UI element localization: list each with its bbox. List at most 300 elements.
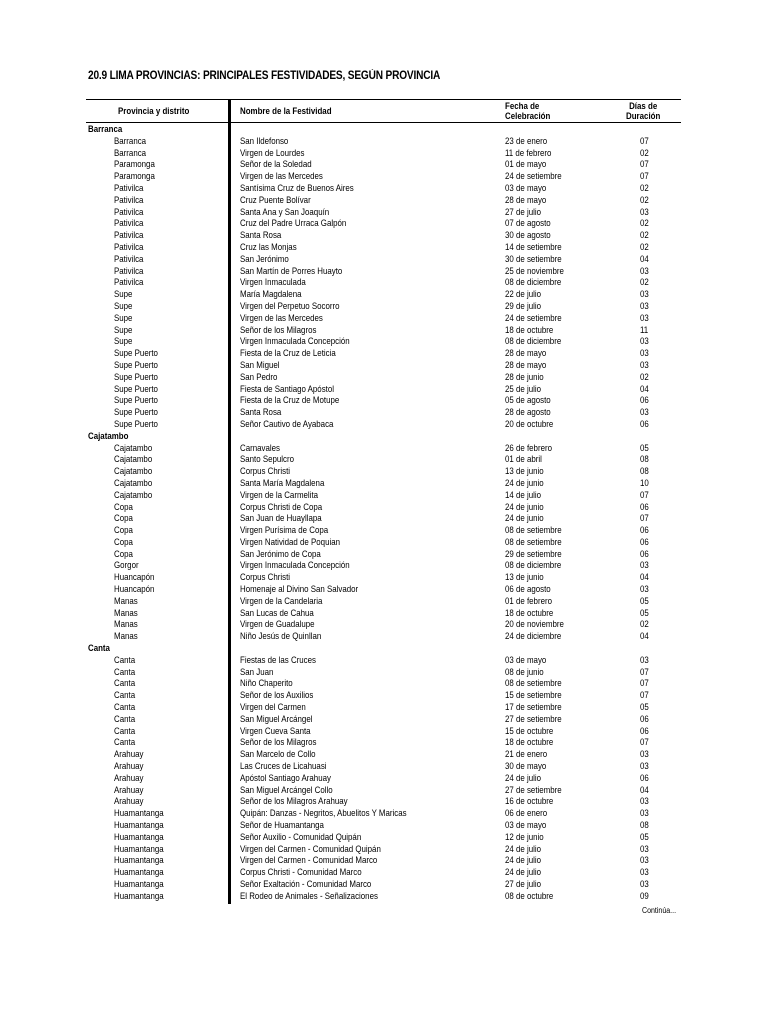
cell-distrito: Huamantanga [114,867,164,878]
cell-distrito: Huamantanga [114,855,164,866]
cell-dias: 05 [640,831,649,842]
cell-fecha: 15 de setiembre [505,690,562,701]
cell-distrito: Supe [114,324,133,335]
cell-dias: 07 [640,513,649,524]
cell-fecha: 18 de octubre [505,607,554,618]
table-row [0,171,768,183]
cell-distrito: Paramonga [114,159,155,170]
cell-distrito: Pativilca [114,230,144,241]
cell-fecha: 24 de julio [505,867,542,878]
table-row [0,596,768,608]
cell-distrito: Huamantanga [114,808,164,819]
cell-dias: 06 [640,501,649,512]
cell-dias: 05 [640,442,649,453]
cell-fecha: 16 de octubre [505,796,554,807]
cell-festividad: Santa María Magdalena [240,477,325,488]
cell-fecha: 28 de mayo [505,194,547,205]
cell-dias: 07 [640,489,649,500]
cell-dias: 03 [640,796,649,807]
cell-dias: 02 [640,277,649,288]
cell-festividad: Señor Auxilio - Comunidad Quipán [240,831,362,842]
table-row [0,891,768,903]
cell-dias: 02 [640,147,649,158]
table-row [0,242,768,254]
cell-fecha: 29 de julio [505,300,542,311]
cell-dias: 03 [640,359,649,370]
cell-dias: 04 [640,572,649,583]
cell-fecha: 26 de febrero [505,442,553,453]
group-name: Barranca [88,124,123,134]
cell-festividad: San Juan [240,666,274,677]
cell-distrito: Cajatambo [114,442,153,453]
table-row [0,266,768,278]
table-row [0,407,768,419]
cell-fecha: 30 de mayo [505,761,547,772]
cell-festividad: Virgen Inmaculada [240,277,306,288]
cell-distrito: Huamantanga [114,843,164,854]
cell-distrito: Copa [114,536,133,547]
cell-distrito: Supe [114,336,133,347]
cell-dias: 07 [640,666,649,677]
cell-festividad: Niño Jesús de Quinllan [240,631,322,642]
group-row [0,431,768,443]
cell-distrito: Arahuay [114,784,144,795]
cell-dias: 02 [640,230,649,241]
table-row [0,855,768,867]
cell-dias: 07 [640,159,649,170]
cell-distrito: Pativilca [114,194,144,205]
cell-distrito: Paramonga [114,171,155,182]
table-row [0,749,768,761]
cell-festividad: San Miguel Arcángel [240,713,313,724]
cell-festividad: Santa Rosa [240,230,282,241]
table-row [0,796,768,808]
cell-dias: 03 [640,336,649,347]
header-fecha-line2: Celebración [505,111,551,121]
cell-distrito: Huamantanga [114,820,164,831]
cell-dias: 06 [640,713,649,724]
cell-dias: 05 [640,595,649,606]
table-row [0,655,768,667]
cell-fecha: 13 de junio [505,572,544,583]
table-row [0,560,768,572]
cell-dias: 03 [640,749,649,760]
table-row [0,478,768,490]
cell-fecha: 03 de mayo [505,182,547,193]
cell-festividad: Homenaje al Divino San Salvador [240,584,359,595]
cell-distrito: Pativilca [114,277,144,288]
table-row [0,230,768,242]
header-top-rule [86,99,681,100]
cell-distrito: Manas [114,619,138,630]
cell-fecha: 28 de mayo [505,359,547,370]
table-row [0,808,768,820]
cell-dias: 03 [640,843,649,854]
cell-dias: 03 [640,265,649,276]
cell-festividad: Virgen de Guadalupe [240,619,315,630]
table-row [0,360,768,372]
cell-distrito: Copa [114,525,133,536]
table-row [0,844,768,856]
cell-dias: 02 [640,241,649,252]
table-row [0,820,768,832]
cell-festividad: Virgen de las Mercedes [240,171,323,182]
cell-fecha: 24 de setiembre [505,312,562,323]
cell-festividad: Virgen del Carmen [240,702,306,713]
header-festividad: Nombre de la Festividad [240,106,332,116]
table-row [0,384,768,396]
cell-fecha: 24 de junio [505,477,544,488]
cell-dias: 04 [640,383,649,394]
cell-dias: 03 [640,348,649,359]
cell-fecha: 29 de setiembre [505,548,562,559]
cell-festividad: Corpus Christi de Copa [240,501,323,512]
cell-dias: 03 [640,855,649,866]
cell-dias: 05 [640,607,649,618]
cell-distrito: Copa [114,513,133,524]
cell-dias: 02 [640,218,649,229]
cell-fecha: 14 de julio [505,489,542,500]
continued-note: Continúa... [642,906,677,915]
cell-fecha: 11 de febrero [505,147,552,158]
cell-festividad: Apóstol Santiago Arahuay [240,772,331,783]
cell-festividad: Cruz Puente Bolívar [240,194,311,205]
cell-fecha: 25 de noviembre [505,265,564,276]
group-row [0,124,768,136]
table-row [0,195,768,207]
cell-fecha: 14 de setiembre [505,241,562,252]
cell-festividad: Corpus Christi [240,572,291,583]
cell-fecha: 08 de diciembre [505,336,562,347]
cell-festividad: Señor de los Milagros Arahuay [240,796,348,807]
page-title: 20.9 LIMA PROVINCIAS: PRINCIPALES FESTIVIDADES, SEGÚN PROVINCIA [88,70,441,82]
cell-distrito: Barranca [114,147,147,158]
cell-distrito: Cajatambo [114,477,153,488]
cell-distrito: Canta [114,702,136,713]
group-name: Canta [88,643,110,654]
table-row [0,136,768,148]
cell-dias: 06 [640,418,649,429]
cell-dias: 07 [640,135,649,146]
cell-fecha: 08 de setiembre [505,525,562,536]
table-row [0,832,768,844]
cell-distrito: Pativilca [114,218,144,229]
cell-dias: 05 [640,702,649,713]
header-fecha [505,101,550,121]
cell-fecha: 24 de junio [505,513,544,524]
cell-dias: 11 [640,324,649,335]
cell-fecha: 24 de junio [505,501,544,512]
cell-fecha: 15 de octubre [505,725,554,736]
cell-dias: 07 [640,737,649,748]
cell-dias: 03 [640,654,649,665]
cell-distrito: Supe Puerto [114,348,158,359]
cell-festividad: San Jerónimo [240,253,289,264]
table-row [0,678,768,690]
cell-fecha: 24 de setiembre [505,171,562,182]
table-row [0,301,768,313]
cell-fecha: 24 de julio [505,772,542,783]
cell-distrito: Arahuay [114,772,144,783]
cell-fecha: 27 de setiembre [505,713,562,724]
cell-distrito: Manas [114,607,138,618]
cell-festividad: María Magdalena [240,289,302,300]
table-row [0,737,768,749]
cell-fecha: 24 de julio [505,855,542,866]
cell-fecha: 27 de setiembre [505,784,562,795]
cell-fecha: 01 de febrero [505,595,553,606]
cell-distrito: Manas [114,595,138,606]
header-bottom-rule [86,122,681,123]
cell-festividad: Virgen de las Mercedes [240,312,323,323]
cell-dias: 03 [640,584,649,595]
cell-distrito: Huamantanga [114,879,164,889]
table-row [0,348,768,360]
cell-fecha: 24 de julio [505,843,542,854]
table-row [0,466,768,478]
cell-festividad: San Miguel Arcángel Collo [240,784,333,795]
cell-festividad: Virgen Purísima de Copa [240,525,329,536]
table-row [0,513,768,525]
header-dias-line1: Días de [629,101,658,111]
table-row [0,183,768,195]
table-row [0,336,768,348]
table-row [0,761,768,773]
cell-dias: 02 [640,182,649,193]
cell-festividad: Santa Rosa [240,407,282,418]
cell-fecha: 24 de diciembre [505,631,562,642]
cell-fecha: 01 de mayo [505,159,547,170]
table-row [0,549,768,561]
cell-festividad: Señor Cautivo de Ayabaca [240,418,334,429]
cell-dias: 03 [640,312,649,323]
cell-festividad: San Marcelo de Collo [240,749,316,760]
cell-festividad: Virgen Natividad de Poquian [240,536,341,547]
cell-dias: 07 [640,678,649,689]
table-row [0,443,768,455]
cell-fecha: 18 de octubre [505,737,554,748]
cell-festividad: San Martín de Porres Huayto [240,265,343,276]
cell-fecha: 20 de octubre [505,418,554,429]
cell-festividad: Cruz las Monjas [240,241,297,252]
table-row [0,726,768,738]
cell-dias: 03 [640,808,649,819]
table-row [0,667,768,679]
cell-festividad: San Jerónimo de Copa [240,548,321,559]
table-row [0,572,768,584]
cell-festividad: Fiestas de las Cruces [240,654,316,665]
table-row [0,148,768,160]
cell-fecha: 13 de junio [505,466,544,477]
cell-distrito: Cajatambo [114,454,153,465]
cell-distrito: Canta [114,725,136,736]
cell-festividad: Santa Ana y San Joaquín [240,206,330,217]
header-dias-line2: Duración [626,111,661,121]
cell-distrito: Copa [114,548,133,559]
cell-dias: 03 [640,879,649,889]
table-row [0,325,768,337]
cell-fecha: 25 de julio [505,383,542,394]
cell-festividad: El Rodeo de Animales - Señalizaciones [240,890,378,901]
cell-fecha: 23 de enero [505,135,548,146]
cell-dias: 06 [640,395,649,406]
cell-fecha: 28 de mayo [505,348,547,359]
table-row [0,714,768,726]
cell-distrito: Pativilca [114,265,144,276]
cell-distrito: Supe [114,312,133,323]
table-row [0,454,768,466]
cell-distrito: Pativilca [114,241,144,252]
cell-fecha: 08 de diciembre [505,560,562,571]
cell-festividad: Niño Chaperito [240,678,293,689]
cell-festividad: Santísima Cruz de Buenos Aires [240,182,354,193]
cell-festividad: Fiesta de la Cruz de Motupe [240,395,340,406]
cell-dias: 03 [640,867,649,878]
cell-dias: 10 [640,477,649,488]
cell-dias: 08 [640,820,649,831]
cell-dias: 06 [640,772,649,783]
cell-distrito: Supe Puerto [114,418,158,429]
cell-festividad: Santo Sepulcro [240,454,295,465]
cell-festividad: Virgen del Perpetuo Socorro [240,300,340,311]
table-row [0,537,768,549]
cell-distrito: Huamantanga [114,831,164,842]
header-fecha-line1: Fecha de [505,101,540,111]
cell-festividad: Señor de los Milagros [240,737,317,748]
cell-dias: 04 [640,631,649,642]
table-row [0,313,768,325]
table-row [0,395,768,407]
cell-dias: 04 [640,784,649,795]
cell-fecha: 06 de enero [505,808,548,819]
group-name: Cajatambo [88,430,129,441]
cell-fecha: 05 de agosto [505,395,551,406]
cell-fecha: 28 de agosto [505,407,551,418]
table-row [0,254,768,266]
table-row [0,372,768,384]
cell-fecha: 30 de setiembre [505,253,562,264]
header-provincia: Provincia y distrito [118,106,190,116]
table-row [0,218,768,230]
table-row [0,525,768,537]
table-row [0,879,768,891]
table-row [0,502,768,514]
cell-festividad: Señor de los Milagros [240,324,317,335]
cell-festividad: San Ildefonso [240,135,289,146]
cell-dias: 02 [640,371,649,382]
cell-distrito: Canta [114,737,136,748]
cell-fecha: 21 de enero [505,749,548,760]
cell-dias: 03 [640,300,649,311]
cell-distrito: Manas [114,631,138,642]
cell-festividad: Virgen de la Candelaria [240,595,323,606]
cell-fecha: 08 de setiembre [505,678,562,689]
table-row [0,289,768,301]
cell-distrito: Canta [114,690,136,701]
table-row [0,785,768,797]
cell-dias: 08 [640,466,649,477]
cell-fecha: 08 de diciembre [505,277,562,288]
table-row [0,207,768,219]
cell-dias: 03 [640,206,649,217]
cell-distrito: Canta [114,713,136,724]
table-row [0,702,768,714]
table-row [0,584,768,596]
cell-distrito: Canta [114,678,136,689]
cell-festividad: San Lucas de Cahua [240,607,314,618]
cell-festividad: San Juan de Huayllapa [240,513,322,524]
cell-festividad: Señor de Huamantanga [240,820,324,831]
cell-fecha: 27 de julio [505,879,542,889]
cell-fecha: 08 de junio [505,666,544,677]
table-row [0,608,768,620]
cell-fecha: 12 de junio [505,831,544,842]
cell-festividad: Virgen del Carmen - Comunidad Marco [240,855,378,866]
cell-distrito: Huancapón [114,584,155,595]
cell-dias: 06 [640,725,649,736]
cell-fecha: 28 de junio [505,371,544,382]
cell-fecha: 20 de noviembre [505,619,564,630]
cell-fecha: 17 de setiembre [505,702,562,713]
table-row [0,490,768,502]
cell-distrito: Supe Puerto [114,371,158,382]
festivities-table [0,124,768,903]
cell-fecha: 06 de agosto [505,584,551,595]
cell-fecha: 08 de octubre [505,890,554,901]
cell-dias: 04 [640,253,649,264]
cell-distrito: Huancapón [114,572,155,583]
cell-dias: 06 [640,536,649,547]
table-row [0,867,768,879]
cell-distrito: Arahuay [114,761,144,772]
cell-dias: 07 [640,171,649,182]
cell-festividad: Virgen del Carmen - Comunidad Quipán [240,843,381,854]
cell-fecha: 18 de octubre [505,324,554,335]
cell-fecha: 27 de julio [505,206,542,217]
cell-festividad: Virgen Inmaculada Concepción [240,336,350,347]
cell-fecha: 22 de julio [505,289,542,300]
cell-dias: 03 [640,761,649,772]
cell-festividad: Señor Exaltación - Comunidad Marco [240,879,372,889]
cell-festividad: Fiesta de la Cruz de Leticia [240,348,336,359]
cell-festividad: Virgen de Lourdes [240,147,305,158]
cell-distrito: Copa [114,501,133,512]
cell-fecha: 08 de setiembre [505,536,562,547]
cell-distrito: Pativilca [114,253,144,264]
table-row [0,619,768,631]
group-row [0,643,768,655]
cell-fecha: 01 de abril [505,454,542,465]
cell-distrito: Pativilca [114,206,144,217]
cell-festividad: Virgen Inmaculada Concepción [240,560,350,571]
cell-dias: 03 [640,560,649,571]
cell-festividad: Señor de los Auxilios [240,690,314,701]
cell-dias: 02 [640,619,649,630]
cell-fecha: 30 de agosto [505,230,551,241]
cell-festividad: Fiesta de Santiago Apóstol [240,383,335,394]
cell-distrito: Supe Puerto [114,383,158,394]
cell-festividad: Corpus Christi - Comunidad Marco [240,867,362,878]
cell-fecha: 07 de agosto [505,218,551,229]
table-row [0,690,768,702]
cell-festividad: Señor de la Soledad [240,159,312,170]
cell-dias: 02 [640,194,649,205]
cell-festividad: Quipán: Danzas - Negritos, Abuelitos Y Maricas [240,808,407,819]
cell-distrito: Cajatambo [114,489,153,500]
cell-dias: 03 [640,289,649,300]
cell-distrito: Huamantanga [114,890,164,901]
cell-festividad: Corpus Christi [240,466,291,477]
